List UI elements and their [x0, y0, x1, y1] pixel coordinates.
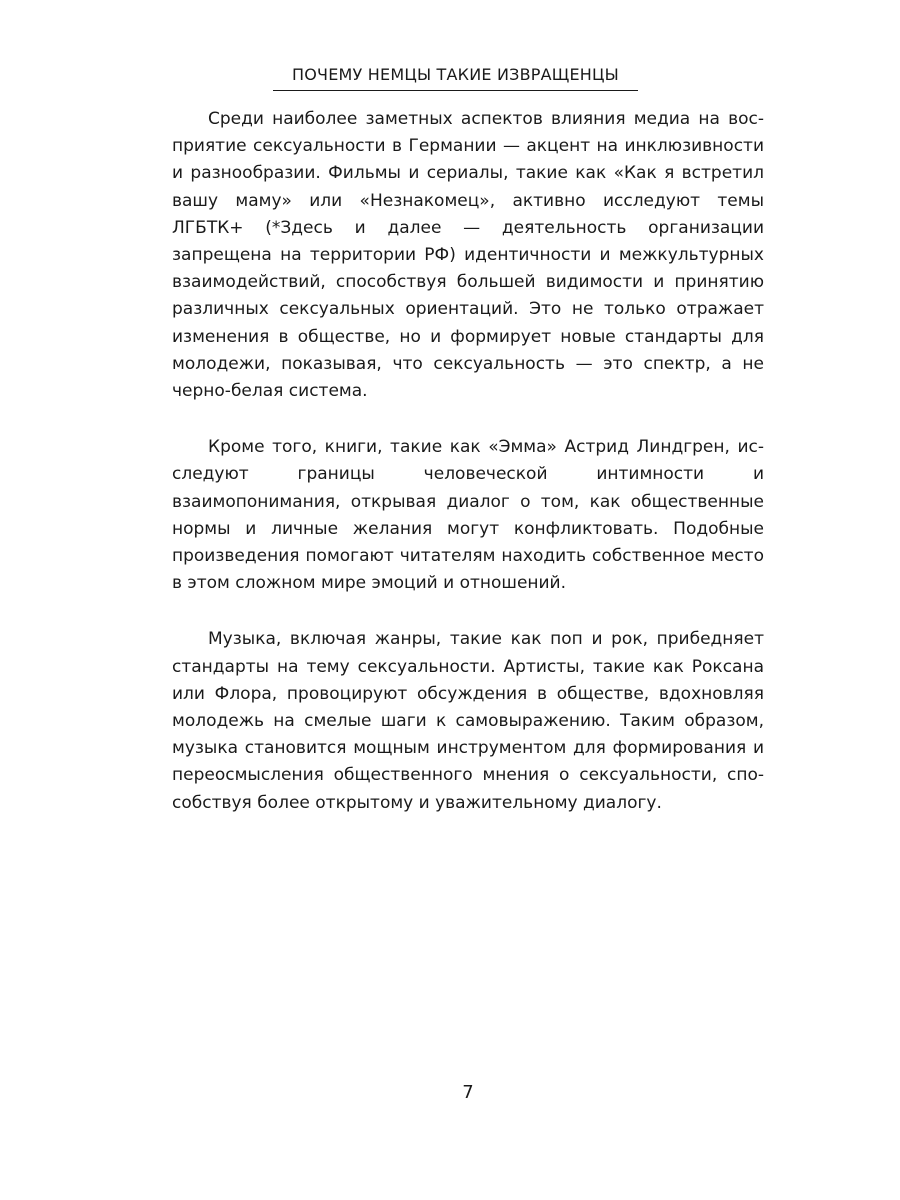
paragraph-media: Среди наиболее заметных аспектов влияния медиа на восприятие сексуальности в Германии — акцент на инклюзивности и разнообразии. Фильмы и сериалы, такие как «Как я встретил вашу маму» или «Незнакомец», активно исследуют темы ЛГБТК+ (*Здесь и далее — деятельность организации запрещена на территории РФ) идентичности и межкультурных взаимодействий, способствуя большей видимости и принятию различных сексуальных ориентаций. Это не только отражает изменения в обществе, но и формирует новые стандарты для молодежи, показывая, что сексуальность — это спектр, а не черно-белая система. — [172, 109, 764, 402]
running-header-title: ПОЧЕМУ НЕМЦЫ ТАКИЕ ИЗВРАЩЕНЦЫ — [292, 65, 619, 84]
page-number: 7 — [462, 1082, 474, 1103]
header-rule — [273, 90, 638, 91]
paragraph-music: Музыка, включая жанры, такие как поп и рок, прибедняет стандарты на тему сексуальности. Артисты, такие как Роксана или Флора, провоцируют обсуждения в обществе, вдохновляя молодежь на смелые шаги к самовыражению. Таким образом, музыка становится мощным инструментом для формирования и переосмысления общественного мнения о сексуальности, способствуя более открытому и уважительному диалогу. — [172, 629, 764, 813]
body-text — [172, 106, 764, 846]
paragraph-books: Кроме того, книги, такие как «Эмма» Астрид Линдгрен, исследуют границы человеческой интимности и взаимопонимания, открывая диалог о том, как общественные нормы и личные желания могут конфликтовать. Подобные произведения помогают читателям находить собственное место в этом сложном мире эмоций и отношений. — [172, 437, 764, 594]
